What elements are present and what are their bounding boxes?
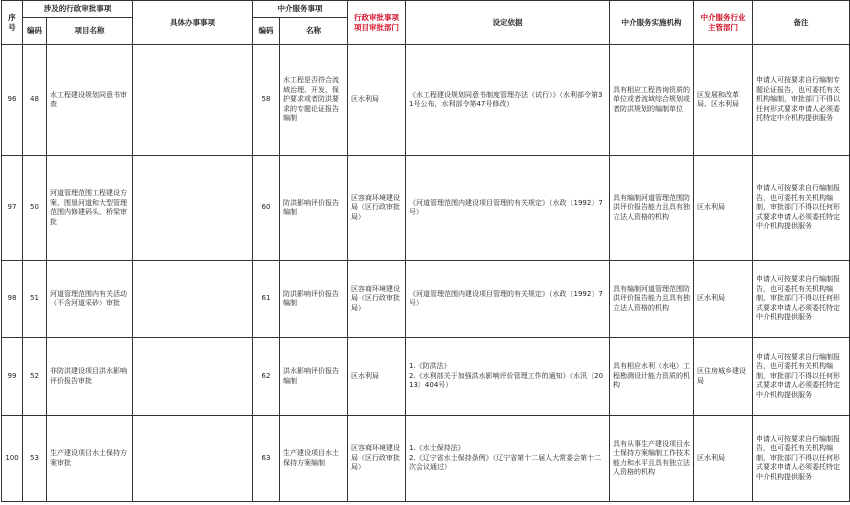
table-row — [2, 261, 850, 338]
cell-remarks: 申请人可按要求自行编制报告，也可委托有关机构编制，审批部门不得以任何形式要求申请人必须委托特定中介机构提供服务 — [753, 156, 850, 261]
cell-inter-code: 58 — [253, 45, 280, 156]
cell-industry-dept: 区水利局 — [694, 416, 753, 502]
cell-inter-code: 60 — [253, 156, 280, 261]
col-header-impl-org: 中介服务实施机构 — [610, 1, 694, 45]
cell-approval-dept: 区容商环境建设局（区行政审批局） — [348, 261, 406, 338]
basis-line: 2.《水利部关于加强洪水影响评价管理工作的通知》（水汛〔2013〕404号） — [409, 371, 604, 390]
cell-admin-code: 48 — [23, 45, 47, 156]
cell-admin-code: 52 — [23, 338, 47, 416]
table-row — [2, 45, 850, 156]
cell-approval-dept: 区水利局 — [348, 45, 406, 156]
cell-specific — [133, 261, 253, 338]
cell-industry-dept: 区发展和改革局、区水利局 — [694, 45, 753, 156]
basis-line: 1.《防洪法》 — [409, 362, 451, 371]
cell-admin-code: 50 — [23, 156, 47, 261]
cell-impl-org: 具有从事生产建设项目水土保持方案编制工作技术能力和水平且具有独立法人资格的机构 — [610, 416, 694, 502]
table-row — [2, 416, 850, 502]
cell-inter-name: 洪水影响评价报告编制 — [280, 338, 348, 416]
cell-inter-name: 防洪影响评价报告编制 — [280, 261, 348, 338]
cell-inter-name: 水工程是否符合流域治理、开发、保护要求或者防洪要求的专题论证报告编制 — [280, 45, 348, 156]
cell-admin-name: 生产建设项目水土保持方案审批 — [47, 416, 133, 502]
col-header-inter-name: 名称 — [280, 18, 348, 45]
cell-seq: 96 — [2, 45, 23, 156]
col-header-basis: 设定依据 — [406, 1, 610, 45]
cell-basis — [406, 416, 610, 502]
col-header-remarks: 备注 — [753, 1, 850, 45]
intermediary-services-table — [1, 0, 850, 502]
col-header-industry-dept: 中介服务行业主管部门 — [694, 1, 753, 45]
cell-specific — [133, 338, 253, 416]
cell-admin-name: 非防洪建设项目洪水影响评价报告审批 — [47, 338, 133, 416]
basis-line: 1.《水土保持法》 — [409, 444, 465, 453]
table-row — [2, 338, 850, 416]
cell-basis — [406, 156, 610, 261]
col-header-seq: 序号 — [2, 1, 23, 45]
cell-remarks: 申请人可按要求自行编制报告，也可委托有关机构编制，审批部门不得以任何形式要求申请人必须委托特定中介机构提供服务 — [753, 261, 850, 338]
cell-approval-dept: 区水利局 — [348, 338, 406, 416]
cell-specific — [133, 156, 253, 261]
cell-seq: 97 — [2, 156, 23, 261]
cell-basis — [406, 45, 610, 156]
basis-line: 2.《辽宁省水土保持条例》（辽宁省第十二届人大常委会第十二次会议通过） — [409, 453, 602, 472]
basis-line: 《河道管理范围内建设项目管理的有关规定》（水政〔1992〕7号） — [409, 198, 603, 216]
cell-inter-code: 61 — [253, 261, 280, 338]
header-row-1 — [2, 1, 850, 18]
col-header-admin-group: 涉及的行政审批事项 — [23, 1, 133, 18]
cell-inter-name: 防洪影响评价报告编制 — [280, 156, 348, 261]
cell-specific — [133, 45, 253, 156]
cell-admin-name: 河道管理范围工程建设方案、围垦河道和大型管理范围内修建码头、桥梁审批 — [47, 156, 133, 261]
col-header-admin-code: 编码 — [23, 18, 47, 45]
cell-inter-code: 62 — [253, 338, 280, 416]
cell-impl-org: 具有编制河道管理范围防洪评价报告能力且具有独立法人资格的机构 — [610, 156, 694, 261]
cell-seq: 100 — [2, 416, 23, 502]
cell-admin-code: 53 — [23, 416, 47, 502]
cell-admin-code: 51 — [23, 261, 47, 338]
cell-seq: 99 — [2, 338, 23, 416]
cell-industry-dept: 区住房城乡建设局 — [694, 338, 753, 416]
cell-remarks: 申请人可按要求自行编制报告，也可委托有关机构编制，审批部门不得以任何形式要求申请人必须委托特定中介机构提供服务 — [753, 338, 850, 416]
cell-admin-name: 水工程建设规划同意书审查 — [47, 45, 133, 156]
col-header-admin-name: 项目名称 — [47, 18, 133, 45]
cell-inter-name: 生产建设项目水土保持方案编制 — [280, 416, 348, 502]
cell-impl-org: 具有相应工程咨询资质的单位或者流域综合规划或者防洪规划的编制单位 — [610, 45, 694, 156]
cell-approval-dept: 区容商环境建设局（区行政审批局） — [348, 416, 406, 502]
basis-line: 《水工程建设规划同意书制度管理办法（试行）》（水利部令第31号公布，水利部令第47号修改） — [409, 90, 603, 108]
col-header-inter-code: 编码 — [253, 18, 280, 45]
cell-basis — [406, 338, 610, 416]
cell-remarks: 申请人可按要求自行编制专题论证报告，也可委托有关机构编制，审批部门不得以任何形式要求申请人必须委托特定中介机构提供服务 — [753, 45, 850, 156]
cell-approval-dept: 区容商环境建设局（区行政审批局） — [348, 156, 406, 261]
cell-admin-name: 河道管理范围内有关活动（不含河道采砂）审批 — [47, 261, 133, 338]
cell-inter-code: 63 — [253, 416, 280, 502]
col-header-intermediary-group: 中介服务事项 — [253, 1, 348, 18]
cell-seq: 98 — [2, 261, 23, 338]
col-header-specific: 具体办事事项 — [133, 1, 253, 45]
cell-remarks: 申请人可按要求自行编制报告，也可委托有关机构编制，审批部门不得以任何形式要求申请人必须委托特定中介机构提供服务 — [753, 416, 850, 502]
cell-impl-org: 具有编制河道管理范围防洪评价报告能力且具有独立法人资格的机构 — [610, 261, 694, 338]
table-row — [2, 156, 850, 261]
cell-specific — [133, 416, 253, 502]
col-header-approval-dept: 行政审批事项项目审批部门 — [348, 1, 406, 45]
cell-impl-org: 具有相应水利（水电）工程勘测设计能力资质的机构 — [610, 338, 694, 416]
cell-industry-dept: 区水利局 — [694, 261, 753, 338]
cell-industry-dept: 区水利局 — [694, 156, 753, 261]
basis-line: 《河道管理范围内建设项目管理的有关规定》（水政〔1992〕7号） — [409, 289, 603, 307]
cell-basis — [406, 261, 610, 338]
